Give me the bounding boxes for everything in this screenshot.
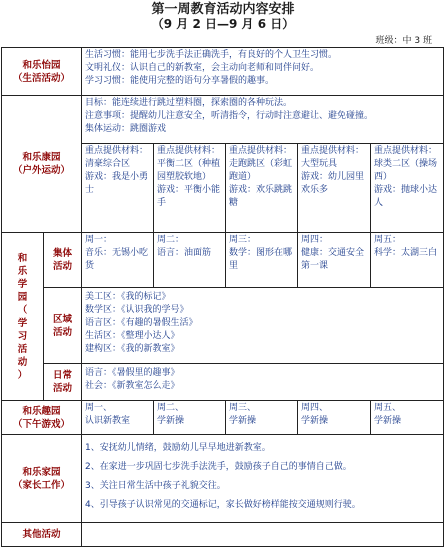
outdoor-line: 注意事项：提醒幼儿注意安全，听清指令，行动时注意避让、避免碰撞。 [85,111,374,121]
area-label-1: 区域 [53,313,73,325]
outdoor-area-cell [154,144,226,233]
schedule-table [1,47,444,547]
outdoor-area-cell [371,144,444,233]
outdoor-line: 目标：能连续进行跳过塑料圈，探索圈的各种玩法。 [85,98,293,108]
group-day-cell [371,233,444,288]
study-label-char: 习 [17,330,28,342]
life-label-2: （生活活动） [13,72,71,84]
group-day-cell [226,233,298,288]
home-row [2,435,444,523]
day-label: 周三、 [229,403,257,413]
life-line: 学习习惯：能使用完整的语句分享暑假的趣事。 [85,76,275,86]
home-line: 3、关注日常生活中孩子礼貌交往。 [85,481,226,491]
group-day-cell [82,233,154,288]
afternoon-day-cell [298,401,371,435]
outdoor-area-text: 重点提供材料：大型玩具 游戏：幼儿园里欢乐多 [301,146,365,195]
life-row [2,48,444,96]
study-label-char: 和 [17,252,28,264]
area-label-2: 活动 [53,326,73,338]
day-label: 周五、 [374,403,402,413]
study-label-char: 乐 [17,265,28,277]
class-name: 中 3 班 [402,36,432,46]
other-label [2,523,82,547]
outdoor-goals [82,96,444,144]
afternoon-day-cell [371,401,444,435]
home-content [82,435,444,523]
home-label-1: 和乐家园 [22,466,61,478]
life-line: 文明礼仪：认识自己的新教室，会主动向老师和同伴问好。 [85,63,320,73]
area-line: 数学区：《认识我的学号》 [85,305,189,315]
day-label: 周四、 [301,403,329,413]
study-area-row [2,288,444,364]
other-content [82,523,444,547]
outdoor-area-text: 重点提供材料：走跑跳区（彩虹跑道） 游戏：欢乐跳跳糖 [229,146,293,208]
group-label [44,233,82,288]
group-label-1: 集体 [53,248,73,259]
study-label-char: 学 [17,317,28,329]
afternoon-label-2: （下午游戏） [13,418,71,430]
outdoor-area-text: 重点提供材料：平衡二区（种植园塑胶软地） 游戏：平衡小能手 [157,146,221,208]
afternoon-label-1: 和乐趣园 [22,405,61,417]
outdoor-area-text: 重点提供材料：球类二区（操场西） 游戏：抛球小达人 [374,146,438,208]
outdoor-row [2,96,444,144]
outdoor-label-1: 和乐康园 [22,152,61,163]
area-line: 生活区：《整理小达人》 [85,331,180,341]
day-content: 学新操 [301,416,329,426]
daily-label-1: 日常 [53,370,73,381]
day-content: 学新操 [374,416,402,426]
class-label: 班级： [375,36,403,46]
afternoon-day-cell [82,401,154,435]
daily-label-2: 活动 [53,383,73,394]
afternoon-row [2,401,444,435]
life-label [2,48,82,96]
study-label [2,233,44,401]
study-label-char: （ [17,304,28,316]
other-label-1: 其他活动 [22,529,61,540]
daily-line: 语言：《暑假里的趣事》 [85,368,180,378]
day-content: 认识新教室 [85,416,131,426]
outdoor-area-cell [298,144,371,233]
study-group-row [2,233,444,288]
day-content: 健康：交通安全第一课 [301,248,365,271]
day-content: 科学：太湖三白 [374,248,438,258]
outdoor-label-2: （户外运动） [13,165,71,176]
daily-content [82,364,444,401]
afternoon-day-cell [154,401,226,435]
day-label: 周四： [301,235,329,245]
life-content [82,48,444,96]
study-label-char: 学 [17,278,28,290]
group-label-2: 活动 [53,261,73,272]
area-content [82,288,444,364]
study-label-char: 园 [17,291,28,303]
study-daily-row [2,364,444,401]
outdoor-line: 集体运动：跳圈游戏 [85,124,167,134]
home-label [2,435,82,523]
study-label-char: ） [17,369,28,381]
home-line: 4、引导孩子认识常见的交通标记，家长做好榜样能按交通规则行驶。 [85,500,361,510]
page-title: 第一周教育活动内容安排 [151,2,295,17]
home-line: 2、在家进一步巩固七步洗手法洗手，鼓励孩子自己的事情自己做。 [85,462,352,472]
study-label-char: 动 [17,356,28,368]
day-label: 周一、 [85,403,113,413]
afternoon-day-cell [226,401,298,435]
outdoor-area-cell [226,144,298,233]
day-label: 周三： [229,235,257,245]
home-line: 1、安抚幼儿情绪，鼓励幼儿早早地进新教室。 [85,443,271,453]
daily-line: 社会：《新教室怎么走》 [85,381,180,391]
day-label: 周二、 [157,403,185,413]
group-day-cell [154,233,226,288]
area-line: 建构区：《我的新教室》 [85,344,180,354]
page-subtitle: （9 月 2 日—9 月 6 日） [151,17,295,31]
area-line: 美工区：《我的标记》 [85,292,171,302]
afternoon-label [2,401,82,435]
day-content: 音乐：无锡小吃货 [85,248,149,271]
group-day-cell [298,233,371,288]
day-content: 学新操 [229,416,257,426]
life-label-1: 和乐怡园 [22,59,61,71]
day-label: 周一： [85,235,113,245]
home-label-2: （家长工作） [13,479,71,491]
day-label: 周二： [157,235,185,245]
area-line: 语言区：《有趣的暑假生活》 [85,318,198,328]
life-line: 生活习惯：能用七步洗手法正确洗手，有良好的个人卫生习惯。 [85,50,338,60]
class-line [376,35,432,47]
outdoor-area-text: 重点提供材料：清豪综合区 游戏：我是小勇士 [85,146,149,195]
area-label [44,288,82,364]
outdoor-label [2,96,82,233]
study-label-char: 活 [17,343,28,355]
outdoor-area-cell [82,144,154,233]
other-row [2,523,444,547]
day-content: 语言：油面筋 [157,248,212,258]
daily-label [44,364,82,401]
day-content: 学新操 [157,416,185,426]
day-content: 数学：图形在哪里 [229,248,293,271]
day-label: 周五： [374,235,402,245]
